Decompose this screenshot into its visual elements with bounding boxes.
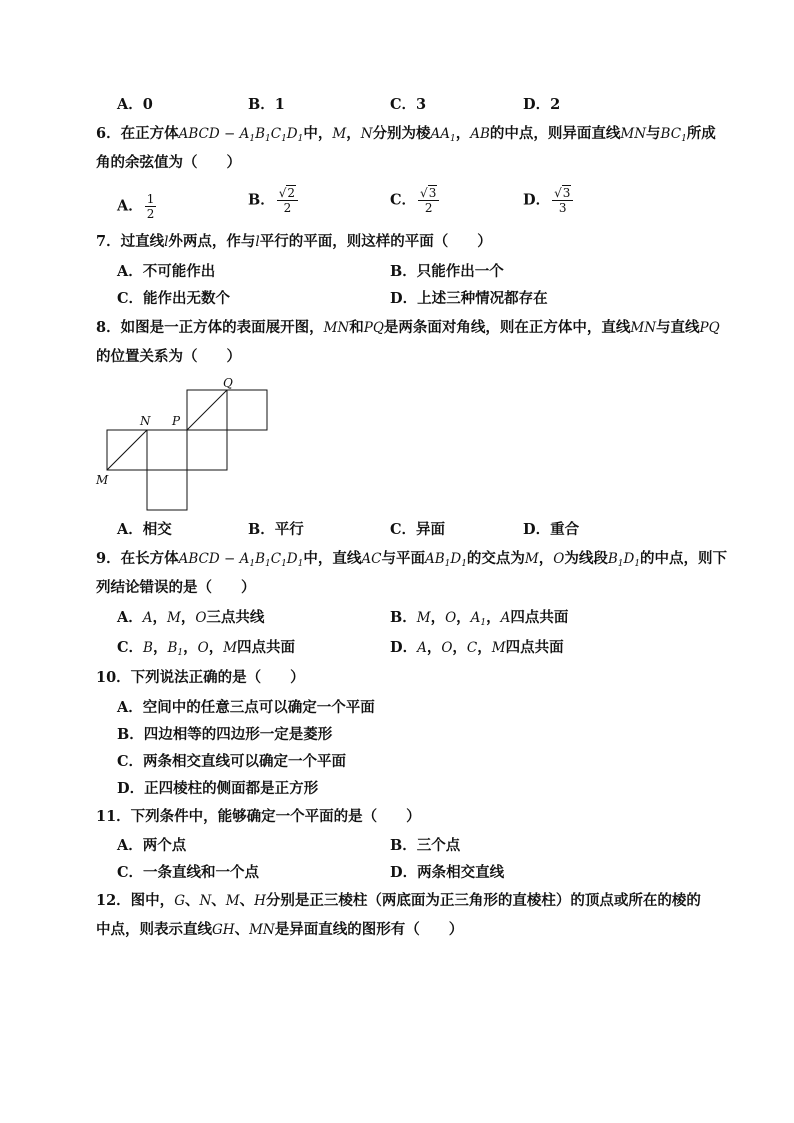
q8-line-mn: MN [323,320,350,336]
q9-option-b-text: 四点共面 [510,609,569,626]
radicand: 3 [428,186,437,200]
q6-line-bc1: BC [660,126,682,142]
q12-point-g: G [174,893,185,909]
q12-text: 是异面直线的图形有（ ） [274,921,464,938]
q8-text: 和 [349,319,364,336]
q9-sub: 1 [281,559,287,569]
q9-box-b1: B [255,551,265,567]
q12-text: 12．图中， [96,892,175,909]
pt-m: M [223,640,238,656]
q9-text: 9．在长方体 [96,550,179,567]
q12-stem-line1 [96,891,701,911]
q9-text: 中，直线 [303,550,362,567]
q6-text: 的中点，则异面直线 [489,125,621,142]
q6-sub: 1 [450,134,456,144]
q12-line-mn: MN [249,922,275,938]
denominator: 2 [146,207,155,221]
label-q: Q [223,376,233,390]
pt-o: O [195,610,207,626]
label-m: M [96,473,109,487]
q9-option-c-label: C． [117,639,144,656]
q7-line-l: l [255,234,260,250]
q11-option-d[interactable]: D．两条相交直线 [390,864,505,881]
net-face-center [187,430,227,470]
q6-option-c-label: C． [390,191,417,209]
q5-option-d[interactable]: D．2 [523,96,561,113]
q6-cube-c1: C [270,126,282,142]
pt-o: O [441,640,453,656]
q9-line-ac: AC [361,551,382,567]
q10-option-b[interactable]: B．四边相等的四边形一定是菱形 [117,726,333,743]
q12-point-n: N [199,893,212,909]
q9-stem-line1 [96,549,727,574]
q6-edge-aa1: AA [430,126,450,142]
diagonal-mn [107,430,147,470]
q6-sub: 1 [281,134,287,144]
q9-seg-b1: B [607,551,618,567]
numerator: 1 [146,192,155,206]
q9-option-b[interactable] [390,608,568,633]
q6-cube: ABCD [178,126,220,142]
q9-sub: 1 [297,559,304,569]
q9-text: 为线段 [564,550,608,567]
q12-stem-line2 [96,920,463,940]
sep: ， [152,609,168,626]
q6-text: ， [346,125,361,142]
label-p: P [172,414,181,428]
pt-m: M [416,610,431,626]
sep: ， [430,609,446,626]
q9-option-a-label: A． [117,609,143,626]
denominator: 3 [558,201,567,215]
q6-cube-d1: D [286,126,298,142]
q9-seg-d1: D [623,551,635,567]
q9-option-b-label: B． [390,609,417,626]
q6-sub: 1 [249,134,256,144]
q7-text: 外两点，作与 [168,233,256,250]
q8-option-b[interactable]: B．平行 [248,521,304,538]
sep: ， [152,639,168,656]
sub: 1 [480,618,487,628]
label-n: N [140,414,151,428]
sqrt-icon: √ [278,186,287,200]
diagonal-pq [187,390,227,430]
q12-sep: 、 [211,892,226,909]
pt-o: O [197,640,209,656]
q10-stem: 10．下列说法正确的是（ ） [96,669,305,686]
q8-option-a[interactable]: A．相交 [117,521,172,538]
q8-stem-line2: 的位置关系为（ ） [96,348,241,365]
q7-option-d[interactable]: D．上述三种情况都存在 [390,290,548,307]
q9-option-c[interactable] [117,638,295,663]
q7-option-b[interactable]: B．只能作出一个 [390,263,504,280]
q8-text: 与直线 [656,319,700,336]
q6-edge-ab: AB [470,126,490,142]
q9-sub: 1 [264,559,271,569]
q6-stem-line2: 角的余弦值为（ ） [96,154,241,171]
pt-m: M [167,610,181,626]
q11-option-b[interactable]: B．三个点 [390,837,461,854]
net-face-bottom [147,470,187,510]
q9-option-d[interactable] [390,638,564,658]
q6-sub: 1 [264,134,271,144]
sqrt-icon: √ [554,186,562,200]
q6-text: 分别为棱 [372,125,431,142]
pt-b1: B [167,640,178,656]
q9-text: ， [538,550,554,567]
q11-stem: 11．下列条件中，能够确定一个平面的是（ ） [96,808,421,825]
q9-box: ABCD [178,551,220,567]
sqrt-icon: √ [420,186,428,200]
q12-point-m: M [225,893,240,909]
q9-option-c-text: 四点共面 [237,639,296,656]
denominator: 2 [283,201,292,215]
q9-stem-line2: 列结论错误的是（ ） [96,579,256,596]
q6-cube-a1: A [239,126,250,142]
q6-text: 中， [303,125,333,142]
q6-sub: 1 [681,134,687,144]
q10-option-a[interactable]: A．空间中的任意三点可以确定一个平面 [117,699,375,716]
net-face-right [227,390,267,430]
q12-sep: 、 [184,892,200,909]
q9-box-c1: C [270,551,282,567]
q8-text: 8．如图是一正方体的表面展开图， [96,319,324,336]
q9-dash: − [219,551,240,567]
q9-point-o: O [553,551,565,567]
q9-option-a-text: 三点共线 [206,609,265,626]
sep: ， [180,609,196,626]
q6-text: 所成 [686,125,716,142]
q9-plane: AB [424,551,445,567]
q9-point-m: M [524,551,539,567]
q7-option-a[interactable]: A．不可能作出 [117,263,216,280]
q12-line-gh: GH [212,922,235,938]
q9-plane-d1: D [450,551,462,567]
q9-sub: 1 [249,559,256,569]
sep: ， [456,609,471,626]
q8-option-d[interactable]: D．重合 [523,521,580,538]
q8-line-pq: PQ [699,320,720,336]
pt-a1: A [470,610,481,626]
q11-option-c[interactable]: C．一条直线和一个点 [117,864,260,881]
q12-point-h: H [254,893,266,909]
denominator: 2 [424,201,433,215]
q6-sub: 1 [297,134,304,144]
pt-c: C [466,640,478,656]
q9-option-a[interactable] [117,608,264,628]
pt-b: B [143,640,153,656]
q9-sub: 1 [617,559,624,569]
q5-option-b[interactable]: B．1 [248,96,285,113]
pt-o: O [445,610,457,626]
net-face-n [147,430,187,470]
q12-sep: 、 [234,921,250,938]
q6-text: 6．在正方体 [96,125,179,142]
q11-option-a[interactable]: A．两个点 [117,837,187,854]
q9-box-a1: A [239,551,250,567]
q7-line-l: l [164,234,169,250]
q6-point-n: N [360,126,373,142]
q9-sub: 1 [634,559,641,569]
q6-point-m: M [332,126,347,142]
q9-text: 的交点为 [466,550,525,567]
q10-option-c[interactable]: C．两条相交直线可以确定一个平面 [117,753,347,770]
q6-text: ， [455,125,471,142]
q8-option-c[interactable]: C．异面 [390,521,446,538]
q7-text: 平行的平面，则这样的平面（ ） [259,233,492,250]
pt-a: A [417,640,427,656]
sep: ， [183,639,198,656]
q6-option-b-label: B． [248,191,275,209]
radicand: 3 [562,186,571,200]
q9-text: 与平面 [381,550,425,567]
q7-text: 7．过直线 [96,233,165,250]
pt-a: A [142,610,153,626]
q8-line-mn: MN [630,320,657,336]
q7-option-c[interactable]: C．能作出无数个 [117,290,231,307]
q12-text: 中点，则表示直线 [96,921,212,938]
q9-sub: 1 [444,559,451,569]
q6-cube-b1: B [255,126,265,142]
q6-text: 与 [646,125,661,142]
sep: ， [452,639,467,656]
sep: ， [208,639,224,656]
q8-text: 是两条面对角线，则在正方体中，直线 [383,319,631,336]
q8-line-pq: PQ [363,320,384,336]
sub: 1 [177,648,184,658]
q12-text: 分别是正三棱柱（两底面为正三角形的直棱柱）的顶点或所在的棱的 [265,892,701,909]
q6-dash: − [219,126,240,142]
q6-line-mn: MN [620,126,647,142]
pt-m: M [491,640,506,656]
q12-sep: 、 [239,892,255,909]
pt-a: A [500,610,511,626]
radicand: 2 [287,186,296,200]
q6-option-a-label: A． [117,197,143,215]
sep: ， [486,609,501,626]
q5-option-a[interactable]: A．0 [117,96,153,113]
q9-option-d-text: 四点共面 [505,639,564,656]
q9-option-d-label: D． [390,639,418,656]
sep: ， [426,639,442,656]
q10-option-d[interactable]: D．正四棱柱的侧面都是正方形 [117,780,319,797]
q9-box-d1: D [286,551,298,567]
sep: ， [477,639,492,656]
q6-option-d-label: D． [523,191,551,209]
q9-text: 的中点，则下 [640,550,728,567]
q9-sub: 1 [461,559,467,569]
q5-option-c[interactable]: C．3 [390,96,427,113]
